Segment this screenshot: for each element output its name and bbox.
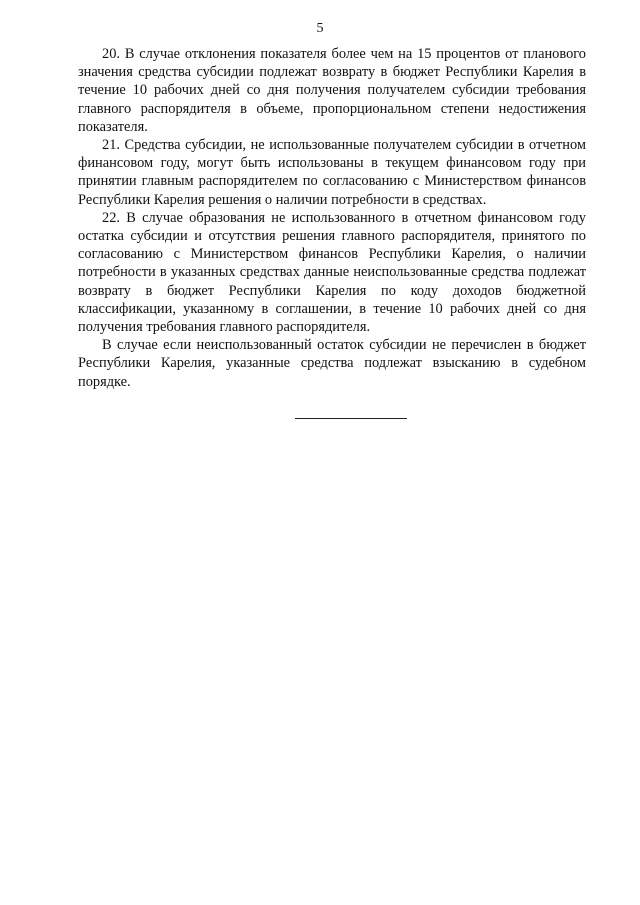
page-number: 5 [316, 21, 324, 36]
paragraph-22: 22. В случае образования не использованного в отчетном финансовом году остатка субсидии и отсутствия решения главного распорядителя, принятого по согласованию с Министерством финансов Республики Карелия, о наличии потребности в указанных средствах данные неиспользованные средства подлежат возврату в бюджет Республики Карелия по коду доходов бюджетной классификации, указанному в соглашении, в течение 10 рабочих дней со дня получения требования главного распорядителя. [78, 209, 586, 336]
document-body [78, 45, 586, 391]
paragraph-unused-balance: В случае если неиспользованный остаток субсидии не перечислен в бюджет Республики Карелия, указанные средства подлежат взысканию в судебном порядке. [78, 337, 586, 390]
end-separator-line [295, 418, 407, 419]
paragraph-21: 21. Средства субсидии, не использованные получателем субсидии в отчетном финансовом году, могут быть использованы в текущем финансовом году при принятии главным распорядителем по согласованию с Министерством финансов Республики Карелия решения о наличии потребности в средствах. [78, 137, 586, 208]
paragraph-20: 20. В случае отклонения показателя более чем на 15 процентов от планового значения средства субсидии подлежат возврату в бюджет Республики Карелия в течение 10 рабочих дней со дня получения получателем субсидии требования главного распорядителя в объеме, пропорциональном степени недостижения показателя. [78, 46, 586, 135]
